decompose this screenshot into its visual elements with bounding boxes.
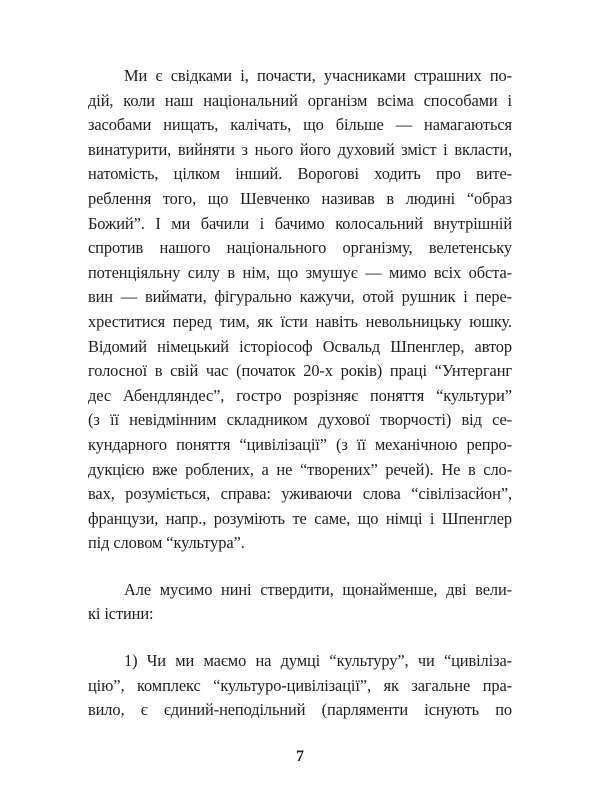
text-line: Але мусимо нині ствердити, щонайменше, дві вели- — [124, 579, 512, 599]
text-line: дес Абендляндес”, гостро розрізняє поняття “культури” — [88, 385, 512, 405]
text-line: французи, напр., розуміють те саме, що німці і Шпенглер — [88, 508, 512, 528]
text-line: вило, є єдиний-неподільний (парляменти існують по — [88, 700, 512, 720]
text-line: реблення того, що Шевченко називав в людині “образ — [88, 188, 512, 208]
text-line: засобами нищать, калічать, що більше — намагаються — [88, 115, 512, 135]
text-line: дукцією вже роблених, а не “творених” речей). Не в сло- — [88, 459, 512, 479]
text-line: кі істини: — [88, 604, 154, 624]
paragraph-3 — [88, 649, 512, 723]
paragraph-gap — [88, 627, 512, 649]
text-line: 1) Чи ми маємо на думці “культуру”, чи “цивіліза- — [124, 651, 512, 671]
text-line: цію”, комплекс “культуро-цивілізації”, як загальне пра- — [88, 675, 512, 695]
text-line: дій, коли наш національний організм всіма способами і — [88, 90, 512, 110]
page-number: 7 — [296, 748, 304, 765]
text-line: Ми є свідками і, почасти, учасниками страшних по- — [124, 66, 512, 85]
text-line: (з її невідмінним складником духової творчості) від се- — [88, 410, 512, 430]
text-line: хреститися перед тим, як їсти навіть невольницьку юшку. — [88, 311, 512, 331]
text-line: кундарного поняття “цивілізації” (з її механічною репро- — [88, 434, 512, 454]
text-line: Відомий німецький історіософ Освальд Шпенглер, автор — [88, 336, 512, 356]
document-page — [88, 64, 512, 723]
text-line: під словом “культура”. — [88, 533, 245, 553]
text-line: потенціяльну силу в нім, що змушує — мимо всіх обста- — [88, 262, 512, 282]
paragraph-2 — [88, 578, 512, 627]
text-line: Божий”. І ми бачили і бачимо колосальний внутрішній — [88, 213, 512, 233]
text-line: натомість, цілком інший. Ворогові ходить про вите- — [88, 164, 512, 184]
text-line: голосної в свій час (початок 20-х років) праці “Унтерганг — [88, 361, 512, 381]
text-line: вин — виймати, фігурально кажучи, отой рушник і пере- — [88, 287, 512, 307]
text-line: винатурити, вийняти з нього його духовий зміст і вкласти, — [88, 139, 512, 159]
text-line: спротив нашого національного організму, велетенську — [88, 238, 512, 258]
paragraph-1 — [88, 64, 512, 556]
text-line: вах, розуміється, справа: уживаючи слова “сівілізасйон”, — [88, 484, 512, 504]
paragraph-gap — [88, 556, 512, 578]
